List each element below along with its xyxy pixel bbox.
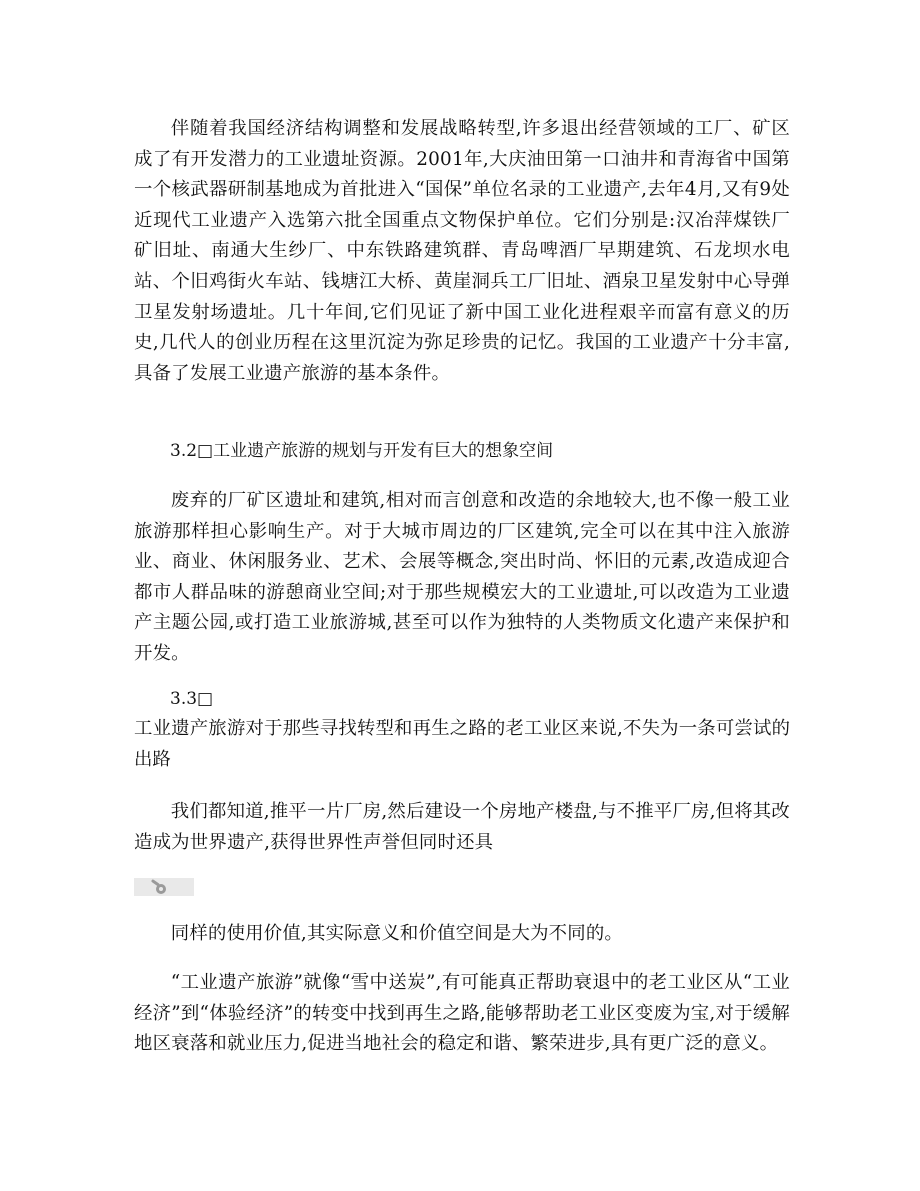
paragraph-value-difference: 同样的使用价值,其实际意义和价值空间是大为不同的。 [170, 923, 624, 944]
inline-image-marker [134, 878, 194, 896]
paragraph-industrial-heritage-resources: 伴随着我国经济结构调整和发展战略转型,许多退出经营领域的工厂、矿区成了有开发潜力的工业遗址资源。2001年,大庆油田第一口油井和青海省中国第一个核武器研制基地成为首批进入“国保”单位名录的工业遗产,去年4月,又有9处近现代工业遗产入选第六批全国重点文物保护单位。它们分别是:汉冶萍煤铁厂矿旧址、南通大生纱厂、中东铁路建筑群、青岛啤酒厂早期建筑、石龙坝水电站、个旧鸡街火车站、钱塘江大桥、黄崖洞兵工厂旧址、酒泉卫星发射中心导弹卫星发射场遗址。几十年间,它们见证了新中国工业化进程艰辛而富有意义的历史,几代人的创业历程在这里沉淀为弥足珍贵的记忆。我国的工业遗产十分丰富,具备了发展工业遗产旅游的基本条件。 [134, 118, 790, 384]
paragraph-experience-economy: “工业遗产旅游”就像“雪中送炭”,有可能真正帮助衰退中的老工业区从“工业经济”到“体验经济”的转变中找到再生之路,能够帮助老工业区变废为宝,对于缓解地区衰落和就业压力,促进当地社会的稳定和谐、繁荣进步,具有更广泛的意义。 [134, 972, 790, 1055]
section-heading-3-2: 3.2□工业遗产旅游的规划与开发有巨大的想象空间 [170, 441, 554, 461]
section-heading-3-3: 工业遗产旅游对于那些寻找转型和再生之路的老工业区来说,不失为一条可尝试的出路 [134, 718, 790, 770]
paragraph-planning-development: 废弃的厂矿区遗址和建筑,相对而言创意和改造的余地较大,也不像一般工业旅游那样担心影响生产。对于大城市周边的厂区建筑,完全可以在其中注入旅游业、商业、休闲服务业、艺术、会展等概念,突出时尚、怀旧的元素,改造成迎合都市人群品味的游憩商业空间;对于那些规模宏大的工业遗址,可以改造为工业遗产主题公园,或打造工业旅游城,甚至可以作为独特的人类物质文化遗产来保护和开发。 [134, 490, 790, 664]
wrench-icon [146, 879, 172, 895]
section-number-3-3: 3.3□ [170, 689, 214, 709]
paragraph-transformation: 我们都知道,推平一片厂房,然后建设一个房地产楼盘,与不推平厂房,但将其改造成为世界遗产,获得世界性声誉但同时还具 [134, 801, 790, 853]
